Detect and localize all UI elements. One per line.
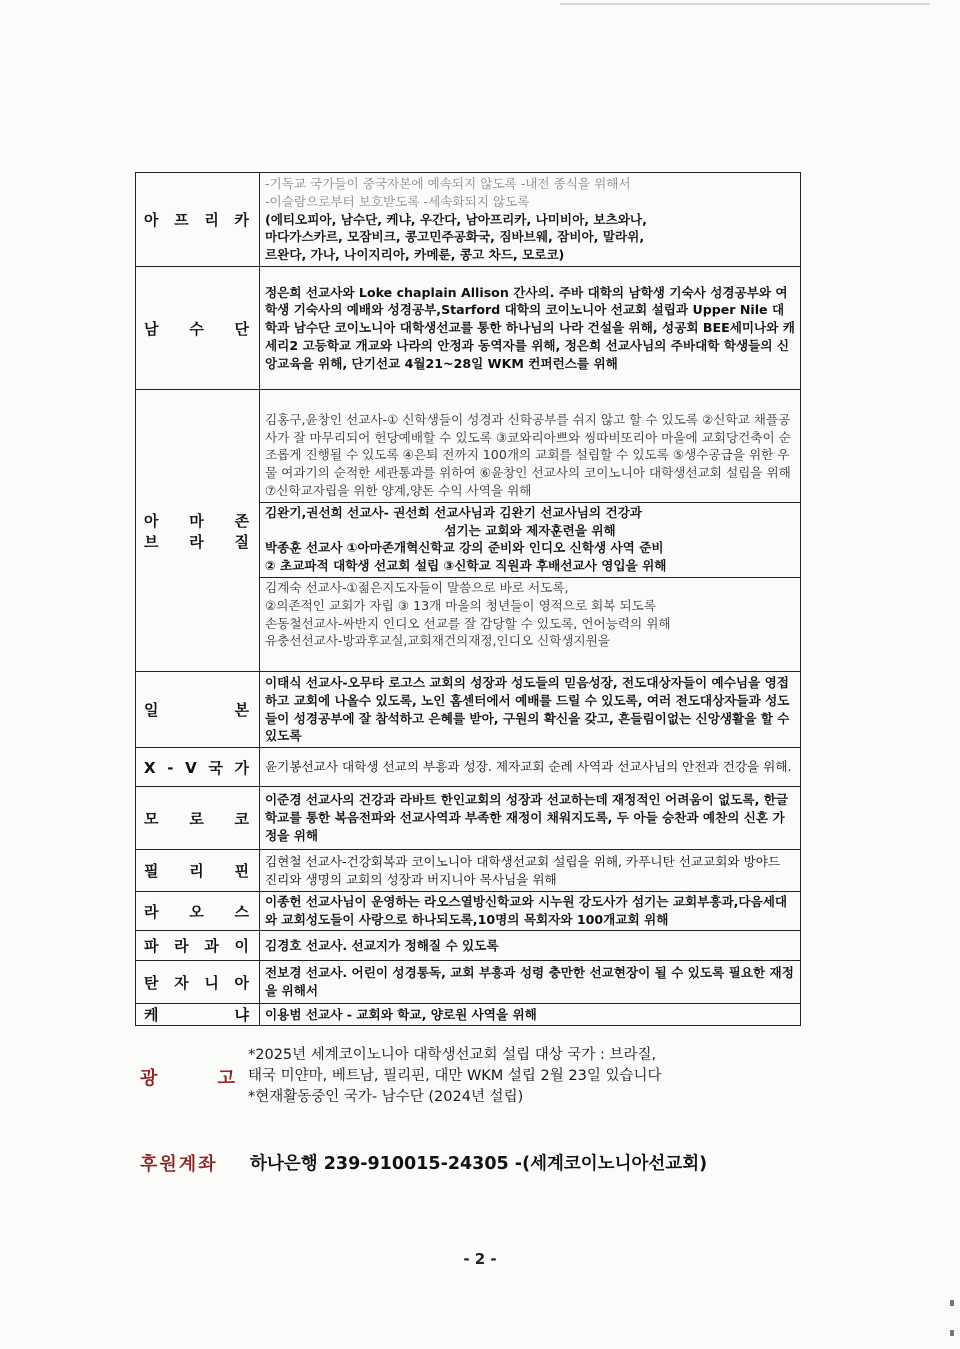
amazon-block-2-line: 섬기는 교회와 제자훈련을 위해 bbox=[444, 522, 616, 538]
table-row-paraguay bbox=[136, 931, 801, 961]
paraguay-text: 김경호 선교사. 선교지가 정해질 수 있도록 bbox=[265, 937, 499, 953]
kenya-text: 이용범 선교사 - 교회와 학교, 양로원 사역을 위해 bbox=[265, 1006, 537, 1022]
prayer-text-south-sudan bbox=[260, 267, 801, 390]
morocco-text: 이준경 선교사의 건강과 라바트 한인교회의 성장과 선교하는데 재정적인 어려움이 없도록, 한글학교를 통한 복음전파와 선교사역과 부족한 재정이 채워지도록, 두 아들 승찬과 예찬의 신혼 가정을 위해 bbox=[265, 792, 789, 843]
country-label-laos bbox=[136, 892, 260, 931]
page-number: - 2 - bbox=[463, 1250, 497, 1268]
xv-text: 윤기봉선교사 대학생 선교의 부흥과 성장. 제자교회 순례 사역과 선교사님의 안전과 건강을 위해. bbox=[265, 759, 792, 775]
prayer-text-tanzania bbox=[260, 961, 801, 1004]
country-label-text: 아 마 존 bbox=[144, 511, 249, 530]
country-label-south-sudan bbox=[136, 267, 260, 390]
country-label-text: 필 리 핀 bbox=[144, 862, 249, 880]
philippines-text: 김현철 선교사-건강회복과 코이노니아 대학생선교회 설립을 위해, 카푸니탄 선교교회와 방야드 진리와 생명의 교회의 성장과 버지니아 목사님을 위해 bbox=[265, 853, 781, 887]
amazon-block-2 bbox=[260, 502, 800, 575]
prayer-text-kenya bbox=[260, 1004, 801, 1026]
country-label-amazon-brazil bbox=[136, 390, 260, 672]
country-label-japan bbox=[136, 672, 260, 748]
africa-line-1: -기독교 국가들이 중국자본에 예속되지 않도록 -내전 종식을 위해서 bbox=[265, 176, 631, 191]
amazon-block-3-line: 유충선선교사-방과후교실,교회재건의재정,인디오 신학생지원을 bbox=[265, 633, 611, 649]
scan-artifact-line bbox=[560, 3, 930, 5]
scan-artifact-dot bbox=[950, 1300, 954, 1306]
table-row-kenya bbox=[136, 1004, 801, 1026]
country-label-xv bbox=[136, 748, 260, 787]
africa-line-2: -이슬람으로부터 보호받도록 -세속화되지 않도록 bbox=[265, 193, 530, 209]
country-label-text: 모 로 코 bbox=[144, 809, 249, 828]
scan-artifact-dot bbox=[950, 1330, 954, 1336]
table-row-japan bbox=[136, 672, 801, 748]
announcement-label: 광 고 bbox=[140, 1068, 235, 1089]
table-row-africa bbox=[136, 173, 801, 267]
prayer-text-xv bbox=[260, 748, 801, 787]
amazon-block-2-line: 김완기,권선희 선교사- 권선희 선교사님과 김완기 선교사님의 건강과 bbox=[265, 504, 642, 520]
africa-line-3: (에티오피아, 남수단, 케냐, 우간다, 남아프리카, 나미비아, 보츠와나, bbox=[265, 211, 647, 227]
prayer-text-amazon-brazil bbox=[260, 390, 801, 672]
country-label-africa bbox=[136, 173, 260, 267]
japan-text: 이태식 선교사-오무타 로고스 교회의 성장과 성도들의 믿음성장, 전도대상자들이 예수님을 영접하고 교회에 나올수 있도록, 노인 홈센터에서 예배를 드릴 수 있도록, 여러 전도대상자들과 성도들이 성경공부에 잘 참석하고 은혜를 받아, 구원의 확신을 갖고, 흔들림이없는 신앙생활을 할 수 있도록 bbox=[265, 674, 790, 744]
table-row-philippines bbox=[136, 850, 801, 892]
country-label-philippines bbox=[136, 850, 260, 892]
amazon-block-3-line: ②의존적인 교회가 자립 ③ 13개 마을의 청년들이 영적으로 회복 되도록 bbox=[265, 597, 656, 613]
country-label-morocco bbox=[136, 787, 260, 850]
table-row-amazon-brazil bbox=[136, 390, 801, 672]
prayer-request-table bbox=[135, 172, 801, 1026]
country-label-text: 라 오 스 bbox=[144, 902, 249, 921]
country-label-text: 남 수 단 bbox=[144, 319, 249, 338]
table-row-laos bbox=[136, 892, 801, 931]
country-label-text: 아 프 리 카 bbox=[144, 211, 249, 229]
amazon-block-3-line: 김계숙 선교사-①젊은지도자들이 말씀으로 바로 서도록, bbox=[265, 579, 569, 595]
announcement-body bbox=[248, 1045, 808, 1108]
prayer-text-laos bbox=[260, 892, 801, 931]
amazon-block-1: 김홍구,윤창인 선교사-① 신학생들이 성경과 신학공부를 쉬지 않고 할 수 있도록 ②신학교 채플공사가 잘 마무리되어 헌당예배할 수 있도록 ③쿄와리아쁘와 씽따비또리아 마을에 교회당건축이 순조롭게 진행될 수 있도록 ④은퇴 전까지 100개의 교회를 설립할 수 있도록 ⑤생수공급을 위한 우물 여과기의 순적한 세관통과를 위하여 ⑥윤창인 선교사의 코이노니아 대학생선교회 설립을 위해 ⑦신학교자립을 위한 양계,양돈 수익 사역을 위해 bbox=[265, 411, 791, 498]
donation-account-label: 후원계좌 bbox=[140, 1154, 218, 1175]
country-label-text: 브 라 질 bbox=[144, 532, 249, 551]
country-label-text: X - V 국 가 bbox=[144, 758, 249, 777]
table-row-morocco bbox=[136, 787, 801, 850]
south-sudan-text: 정은희 선교사와 Loke chaplain Allison 간사의. 주바 대학의 남학생 기숙사 성경공부와 여학생 기숙사의 예배와 성경공부,Starford 대학의 코이노니아 선교회 설립과 Upper Nile 대학과 남수단 코이노니아 대학생선교를 통한 하나님의 나라 건설을 위해, 성공회 BEE세미나와 캐세리2 고등학교 개교와 나라의 안정과 동역자를 위해, 정은희 선교사님의 주바대학 학생들의 신앙교육을 위해, 단기선교 4월21~28일 WKM 컨퍼런스를 위해 bbox=[265, 284, 795, 371]
amazon-block-3-line: 손동철선교사-싸반지 인디오 선교를 잘 감당할 수 있도록, 언어능력의 위해 bbox=[265, 615, 671, 631]
prayer-text-africa bbox=[260, 173, 801, 267]
country-label-text: 탄 자 니 아 bbox=[144, 973, 249, 992]
announcement-line: *현재활동중인 국가- 남수단 (2024년 설립) bbox=[248, 1089, 524, 1105]
africa-line-5: 르완다, 가나, 나이지리아, 카메룬, 콩고 차드, 모로코) bbox=[265, 247, 565, 263]
table-row-south-sudan bbox=[136, 267, 801, 390]
amazon-block-2-line: ② 초교파적 대학생 선교회 설립 ③신학교 직원과 후배선교사 영입을 위해 bbox=[265, 558, 667, 574]
donation-account-number: 하나은행 239-910015-24305 -(세계코이노니아선교회) bbox=[250, 1154, 708, 1174]
country-label-text: 일 본 bbox=[144, 701, 249, 719]
prayer-text-paraguay bbox=[260, 931, 801, 961]
table-row-xv-country bbox=[136, 748, 801, 787]
tanzania-text: 전보경 선교사. 어린이 성경통독, 교회 부흥과 성령 충만한 선교현장이 될 수 있도록 필요한 재정을 위해서 bbox=[265, 965, 794, 998]
amazon-block-3 bbox=[260, 577, 800, 650]
announcement-line: 태국 미얀마, 베트남, 필리핀, 대만 WKM 설립 2월 23일 있습니다 bbox=[248, 1068, 662, 1084]
country-label-paraguay bbox=[136, 931, 260, 961]
country-label-text: 케 냐 bbox=[144, 1006, 249, 1024]
prayer-text-morocco bbox=[260, 787, 801, 850]
prayer-text-philippines bbox=[260, 850, 801, 892]
prayer-text-japan bbox=[260, 672, 801, 748]
country-label-tanzania bbox=[136, 961, 260, 1004]
africa-line-4: 마다가스카르, 모잠비크, 콩고민주공화국, 짐바브웨, 잠비아, 말라위, bbox=[265, 229, 645, 245]
announcement-line: *2025년 세계코이노니아 대학생선교회 설립 대상 국가 : 브라질, bbox=[248, 1047, 657, 1063]
amazon-block-2-line: 박종훈 선교사 ①아마존개혁신학교 강의 준비와 인디오 신학생 사역 준비 bbox=[265, 540, 664, 556]
country-label-kenya bbox=[136, 1004, 260, 1026]
country-label-text: 파 라 과 이 bbox=[144, 937, 249, 955]
laos-text: 이종헌 선교사님이 운영하는 라오스열방신학교와 시누원 강도사가 섬기는 교회부흥과,다음세대와 교회성도들이 사랑으로 하나되도록,10명의 목회자와 100개교회 위해 bbox=[265, 894, 788, 927]
table-row-tanzania bbox=[136, 961, 801, 1004]
